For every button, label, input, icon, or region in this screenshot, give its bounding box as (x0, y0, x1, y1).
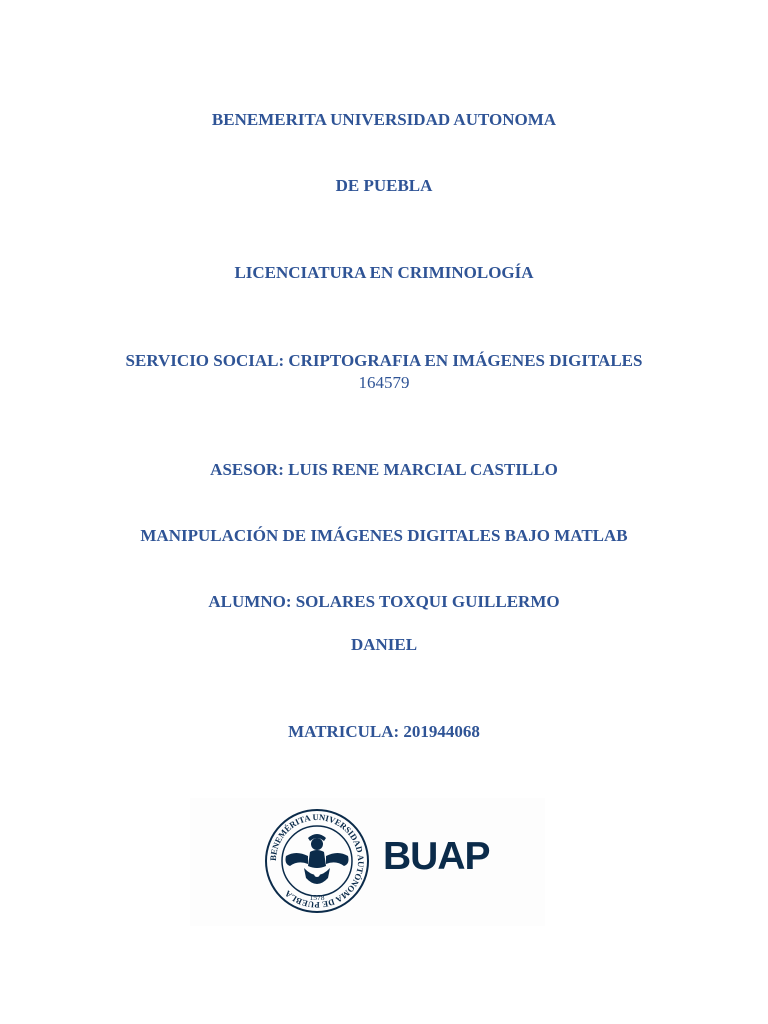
student-name-line2: DANIEL (350, 635, 418, 654)
social-service-title: SERVICIO SOCIAL: CRIPTOGRAFIA EN IMÁGENES DIGITALES (125, 351, 643, 370)
buap-logo (190, 798, 545, 926)
degree-title: LICENCIATURA EN CRIMINOLOGÍA (234, 263, 534, 282)
university-seal-icon (264, 808, 370, 914)
seal-text: BENEMÉRITA UNIVERSIDAD AUTÓNOMA DE PUEBLA (267, 811, 367, 911)
university-name-line2: DE PUEBLA (335, 176, 433, 195)
project-title: MANIPULACIÓN DE IMÁGENES DIGITALES BAJO MATLAB (140, 526, 628, 545)
advisor-name: ASESOR: LUIS RENE MARCIAL CASTILLO (210, 460, 558, 479)
student-name-line1: ALUMNO: SOLARES TOXQUI GUILLERMO (208, 592, 560, 611)
seal-year: 1578 (309, 893, 325, 902)
enrollment-number: MATRICULA: 201944068 (288, 722, 480, 741)
university-name-line1: BENEMERITA UNIVERSIDAD AUTONOMA (211, 110, 557, 129)
buap-wordmark: BUAP (383, 835, 490, 878)
service-code: 164579 (358, 373, 410, 392)
